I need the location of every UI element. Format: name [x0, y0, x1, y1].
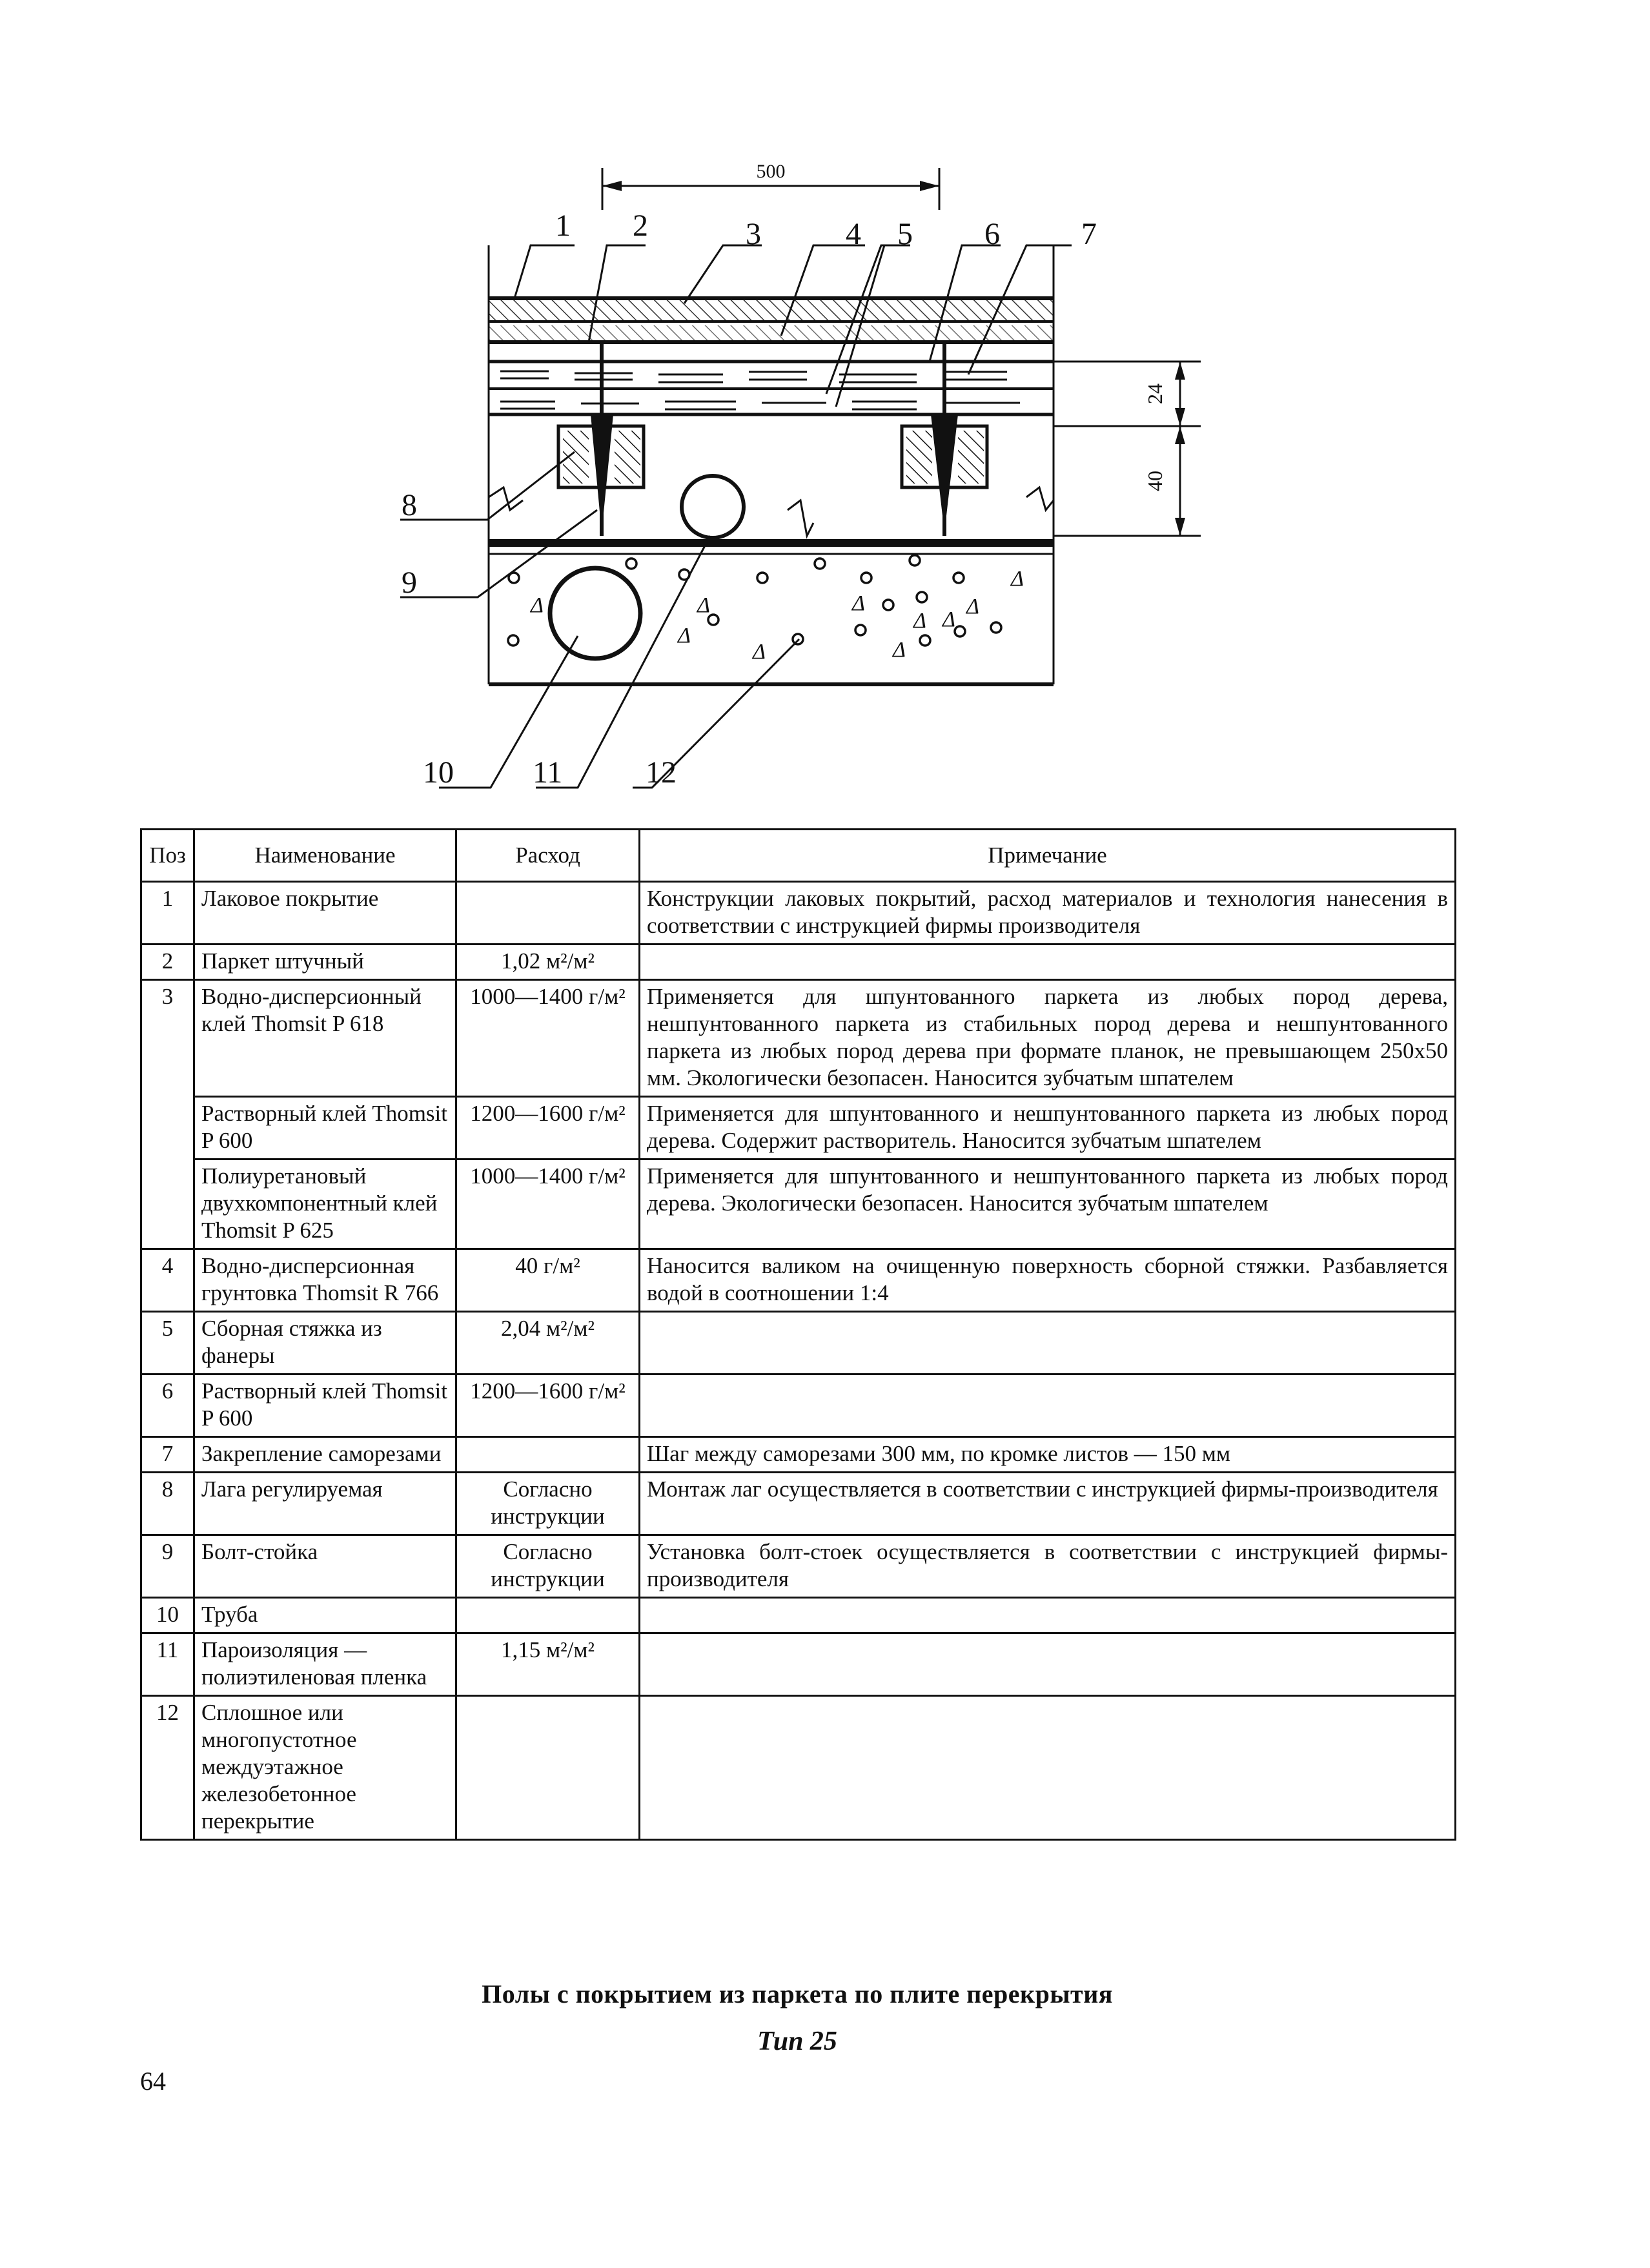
row-rate [456, 1437, 640, 1473]
specification-table [140, 828, 1456, 1841]
table-row [141, 1374, 1456, 1437]
callout-2: 2 [633, 209, 648, 243]
row-rate: 1200—1600 г/м² [456, 1374, 640, 1437]
callout-10: 10 [423, 755, 454, 790]
svg-text:Δ: Δ [1011, 567, 1024, 591]
svg-text:Δ: Δ [753, 640, 766, 664]
row-pos: 9 [141, 1535, 194, 1598]
table-row [141, 1097, 1456, 1160]
row-pos [141, 1097, 194, 1160]
callout-5: 5 [897, 217, 913, 251]
table-row [141, 1633, 1456, 1696]
row-rate: 1200—1600 г/м² [456, 1097, 640, 1160]
row-note: Шаг между саморезами 300 мм, по кромке листов — 150 мм [640, 1437, 1456, 1473]
pipe-upper [682, 476, 744, 538]
row-pos: 3 [141, 980, 194, 1097]
table-row [141, 1249, 1456, 1312]
plywood-screed-layer [489, 362, 1054, 414]
row-pos [141, 1160, 194, 1249]
svg-text:Δ: Δ [913, 609, 926, 633]
table-row [141, 1696, 1456, 1840]
dimension-layer-label: 24 [1143, 383, 1166, 404]
table-header-row [141, 830, 1456, 882]
header-pos: Поз [141, 830, 194, 882]
table-row [141, 980, 1456, 1097]
row-rate: Согласно инструкции [456, 1473, 640, 1535]
row-rate: 1,02 м²/м² [456, 945, 640, 980]
row-pos: 11 [141, 1633, 194, 1696]
row-pos: 8 [141, 1473, 194, 1535]
row-name: Полиуретановый двухкомпонентный клей Thomsit P 625 [194, 1160, 456, 1249]
svg-text:Δ: Δ [852, 591, 865, 615]
header-rate: Расход [456, 830, 640, 882]
row-name: Сборная стяжка из фанеры [194, 1312, 456, 1374]
callout-4: 4 [846, 217, 861, 251]
svg-text:Δ: Δ [678, 624, 691, 648]
floor-section-drawing [362, 148, 1278, 807]
joist-left [558, 342, 644, 536]
page-number: 64 [140, 2067, 166, 2096]
callout-9: 9 [402, 566, 417, 600]
callout-12: 12 [646, 755, 677, 790]
table-row [141, 1598, 1456, 1633]
callout-1: 1 [555, 209, 571, 243]
row-pos: 4 [141, 1249, 194, 1312]
row-name: Труба [194, 1598, 456, 1633]
callout-11: 11 [533, 755, 563, 790]
row-note: Монтаж лаг осуществляется в соответствии с инструкцией фирмы-производителя [640, 1473, 1456, 1535]
row-name: Лага регулируемая [194, 1473, 456, 1535]
svg-text:Δ: Δ [942, 608, 955, 631]
row-name: Водно-дисперсионный клей Thomsit P 618 [194, 980, 456, 1097]
row-name: Водно-дисперсионная грунтовка Thomsit R 766 [194, 1249, 456, 1312]
callout-6: 6 [984, 217, 1000, 251]
row-rate [456, 882, 640, 945]
row-note: Конструкции лаковых покрытий, расход материалов и технология нанесения в соответствии с инструкцией фирмы производителя [640, 882, 1456, 945]
row-note: Применяется для шпунтованного и нешпунтованного паркета из любых пород дерева. Экологически безопасен. Наносится зубчатым шпателем [640, 1160, 1456, 1249]
row-name: Лаковое покрытие [194, 882, 456, 945]
callout-7: 7 [1081, 217, 1097, 251]
svg-text:Δ: Δ [893, 638, 906, 662]
row-rate: 1,15 м²/м² [456, 1633, 640, 1696]
row-note [640, 1633, 1456, 1696]
callout-8: 8 [402, 488, 417, 522]
row-name: Сплошное или многопустотное междуэтажное железобетонное перекрытие [194, 1696, 456, 1840]
caption-type: Тип 25 [757, 2027, 837, 2056]
row-note [640, 1696, 1456, 1840]
dimension-joist-label: 40 [1143, 471, 1166, 491]
break-line [489, 487, 1054, 536]
callout-3: 3 [746, 217, 761, 251]
table-row [141, 1312, 1456, 1374]
row-rate: 1000—1400 г/м² [456, 980, 640, 1097]
table-row [141, 1160, 1456, 1249]
header-name: Наименование [194, 830, 456, 882]
row-note [640, 1312, 1456, 1374]
row-rate: 2,04 м²/м² [456, 1312, 640, 1374]
svg-text:Δ: Δ [697, 593, 710, 617]
row-pos: 12 [141, 1696, 194, 1840]
row-rate [456, 1696, 640, 1840]
row-note [640, 1374, 1456, 1437]
row-name: Пароизоляция — полиэтиленовая пленка [194, 1633, 456, 1696]
concrete-slab [489, 554, 1054, 684]
row-note: Установка болт-стоек осуществляется в соответствии с инструкцией фирмы-производителя [640, 1535, 1456, 1598]
table-row [141, 945, 1456, 980]
row-rate: 40 г/м² [456, 1249, 640, 1312]
svg-text:Δ: Δ [966, 595, 979, 618]
row-name: Паркет штучный [194, 945, 456, 980]
table-row [141, 882, 1456, 945]
row-name: Болт-стойка [194, 1535, 456, 1598]
caption-title: Полы с покрытием из паркета по плите перекрытия [482, 1979, 1113, 2008]
row-note [640, 945, 1456, 980]
parquet-layer [489, 298, 1054, 342]
row-name: Закрепление саморезами [194, 1437, 456, 1473]
callout-numbers [402, 209, 1097, 790]
row-pos: 10 [141, 1598, 194, 1633]
table-row [141, 1437, 1456, 1473]
row-pos: 6 [141, 1374, 194, 1437]
row-rate [456, 1598, 640, 1633]
row-rate: 1000—1400 г/м² [456, 1160, 640, 1249]
dimension-thickness [1054, 362, 1201, 536]
row-pos: 1 [141, 882, 194, 945]
dimension-width [602, 161, 939, 210]
svg-text:Δ: Δ [531, 593, 544, 617]
row-note: Применяется для шпунтованного и нешпунтованного паркета из любых пород дерева. Содержит растворитель. Наносится зубчатым шпателем [640, 1097, 1456, 1160]
row-pos: 7 [141, 1437, 194, 1473]
row-note [640, 1598, 1456, 1633]
row-name: Растворный клей Thomsit P 600 [194, 1374, 456, 1437]
row-name: Растворный клей Thomsit P 600 [194, 1097, 456, 1160]
dimension-width-label: 500 [756, 161, 786, 182]
table-row [141, 1473, 1456, 1535]
row-note: Наносится валиком на очищенную поверхность сборной стяжки. Разбавляется водой в соотношении 1:4 [640, 1249, 1456, 1312]
row-pos: 5 [141, 1312, 194, 1374]
row-rate: Согласно инструкции [456, 1535, 640, 1598]
table-row [141, 1535, 1456, 1598]
row-note: Применяется для шпунтованного паркета из любых пород дерева, нешпунтованного паркета из стабильных пород дерева и нешпунтованного паркета из любых пород дерева при формате планок, не превышающем 250x50 мм. Экологически безопасен. Наносится зубчатым шпателем [640, 980, 1456, 1097]
row-pos: 2 [141, 945, 194, 980]
header-note: Примечание [640, 830, 1456, 882]
